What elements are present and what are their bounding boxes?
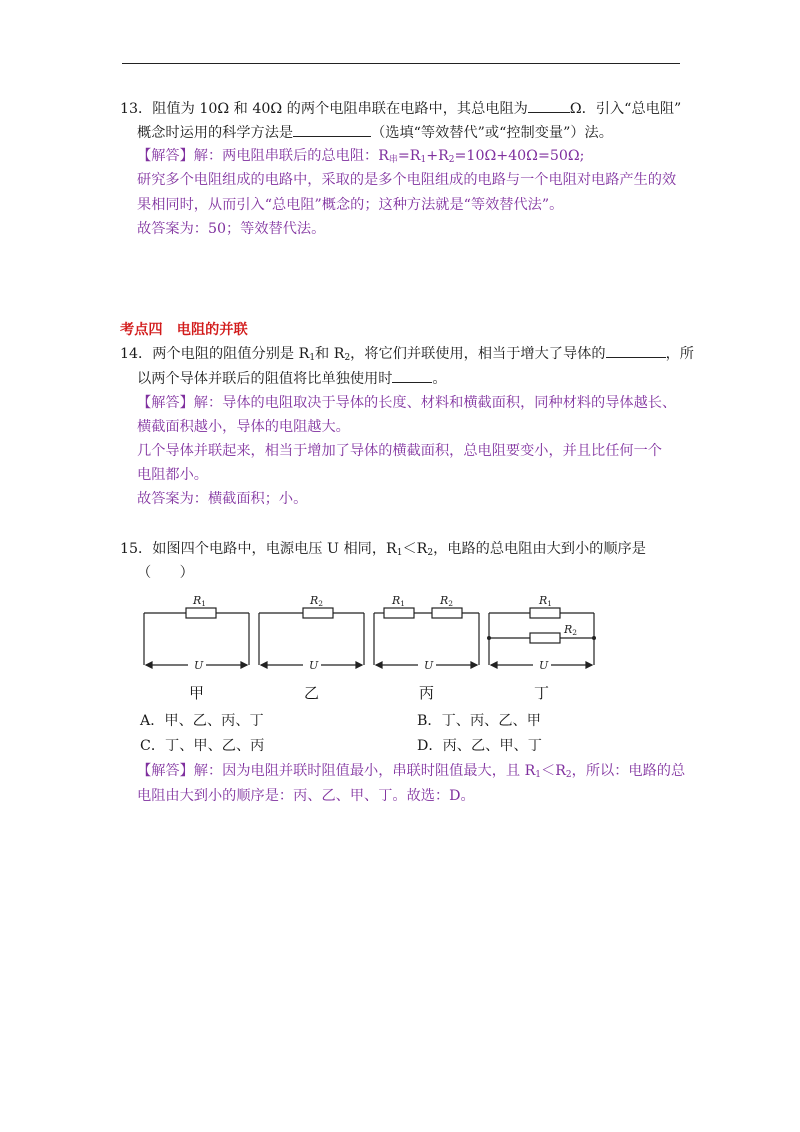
q13-blank-2[interactable] bbox=[293, 122, 371, 137]
resistor-r1 bbox=[384, 608, 414, 618]
q13-text: 概念时运用的科学方法是 bbox=[137, 125, 294, 141]
circuit-label-jia: 甲 bbox=[189, 684, 205, 702]
label-u: U bbox=[309, 659, 319, 672]
answer-tag: 【解答】 bbox=[137, 395, 194, 411]
option-c[interactable]: C．丁、甲、乙、丙 bbox=[140, 738, 265, 754]
resistor-r1 bbox=[530, 608, 560, 618]
q14-line1: 14．两个电阻的阻值分别是 $R_1$和 $R_2$，将它们并联使用，相当于增大了导体的 ，所 bbox=[120, 343, 690, 364]
answer-tag: 【解答】 bbox=[137, 148, 194, 164]
q14-answer-line5: 故答案为：横截面积；小。 bbox=[137, 491, 308, 507]
section-title: 考点四 电阻的并联 bbox=[120, 322, 248, 338]
label-r: R1 bbox=[193, 594, 207, 608]
resistor-r1 bbox=[186, 608, 216, 618]
q13-answer-line1: 【解答】解：两电阻串联后的总电阻：$R_串=R_1+R_2=10\Omega+40\Omega=50\Omega$; bbox=[137, 148, 585, 165]
label-r: R2 bbox=[440, 594, 454, 608]
q14-blank-2[interactable] bbox=[392, 368, 432, 383]
option-a[interactable]: A．甲、乙、丙、丁 bbox=[140, 713, 264, 729]
label-r: R2 bbox=[310, 594, 324, 608]
q15-answer-line1: 【解答】解：因为电阻并联时阻值最小，串联时阻值最大，且 $R_1<R_2$，所以：电路的总 bbox=[137, 763, 686, 780]
q15-answer-line2: 电阻由大到小的顺序是：丙、乙、甲、丁。故选：D。 bbox=[137, 788, 475, 804]
q14-blank-1[interactable] bbox=[606, 343, 666, 358]
q13-text: 13．阻值为 10Ω 和 40Ω 的两个电阻串联在电路中，其总电阻为 bbox=[120, 101, 528, 117]
option-b[interactable]: B．丁、丙、乙、甲 bbox=[417, 713, 541, 729]
label-r: R1 bbox=[539, 594, 553, 608]
label-u: U bbox=[194, 659, 204, 672]
resistor-r2 bbox=[432, 608, 462, 618]
junction-dot bbox=[592, 636, 596, 640]
q15-line1: 15．如图四个电路中，电源电压 U 相同，$R_1<R_2$，电路的总电阻由大到小的顺序是 bbox=[120, 541, 646, 558]
circuit-label-bing: 丙 bbox=[419, 684, 435, 702]
label-u: U bbox=[424, 659, 434, 672]
option-d[interactable]: D．丙、乙、甲、丁 bbox=[417, 738, 542, 754]
q13-text: （选填“等效替代”或“控制变量”）法。 bbox=[371, 125, 613, 141]
q13-line2 bbox=[137, 122, 707, 143]
q13-answer-line2: 研究多个电阻组成的电路中，采取的是多个电阻组成的电路与一个电阻对电路产生的效 bbox=[137, 172, 677, 188]
q13-blank-1[interactable] bbox=[528, 98, 570, 113]
answer-tag: 【解答】 bbox=[137, 763, 194, 779]
q13-text: Ω．引入“总电阻” bbox=[569, 101, 682, 117]
q14-answer-line4: 电阻都小。 bbox=[137, 467, 208, 483]
q13-answer-line4: 故答案为：50；等效替代法。 bbox=[137, 221, 326, 237]
q14-line2: 以两个导体并联后的阻值将比单独使用时 。 bbox=[137, 368, 707, 389]
q15-paren: （ ） bbox=[137, 565, 194, 581]
q13-answer-line3: 果相同时，从而引入“总电阻”概念的；这种方法就是“等效替代法”。 bbox=[137, 197, 564, 213]
circuit-label-yi: 乙 bbox=[304, 684, 320, 702]
resistor-r2 bbox=[530, 633, 560, 643]
resistor-r2 bbox=[303, 608, 333, 618]
q14-answer-line1: 【解答】解：导体的电阻取决于导体的长度、材料和横截面积，同种材料的导体越长、 bbox=[137, 395, 677, 411]
label-r: R2 bbox=[564, 623, 578, 637]
label-u: U bbox=[539, 659, 549, 672]
q14-answer-line3: 几个导体并联起来，相当于增加了导体的横截面积，总电阻要变小，并且比任何一个 bbox=[137, 443, 662, 459]
junction-dot bbox=[487, 636, 491, 640]
circuit-label-ding: 丁 bbox=[534, 684, 550, 702]
label-r: R1 bbox=[392, 594, 406, 608]
q13-line1 bbox=[120, 98, 690, 119]
header-rule bbox=[122, 63, 680, 64]
circuit-diagrams bbox=[138, 588, 608, 708]
q14-answer-line2: 横截面积越小，导体的电阻越大。 bbox=[137, 419, 350, 435]
